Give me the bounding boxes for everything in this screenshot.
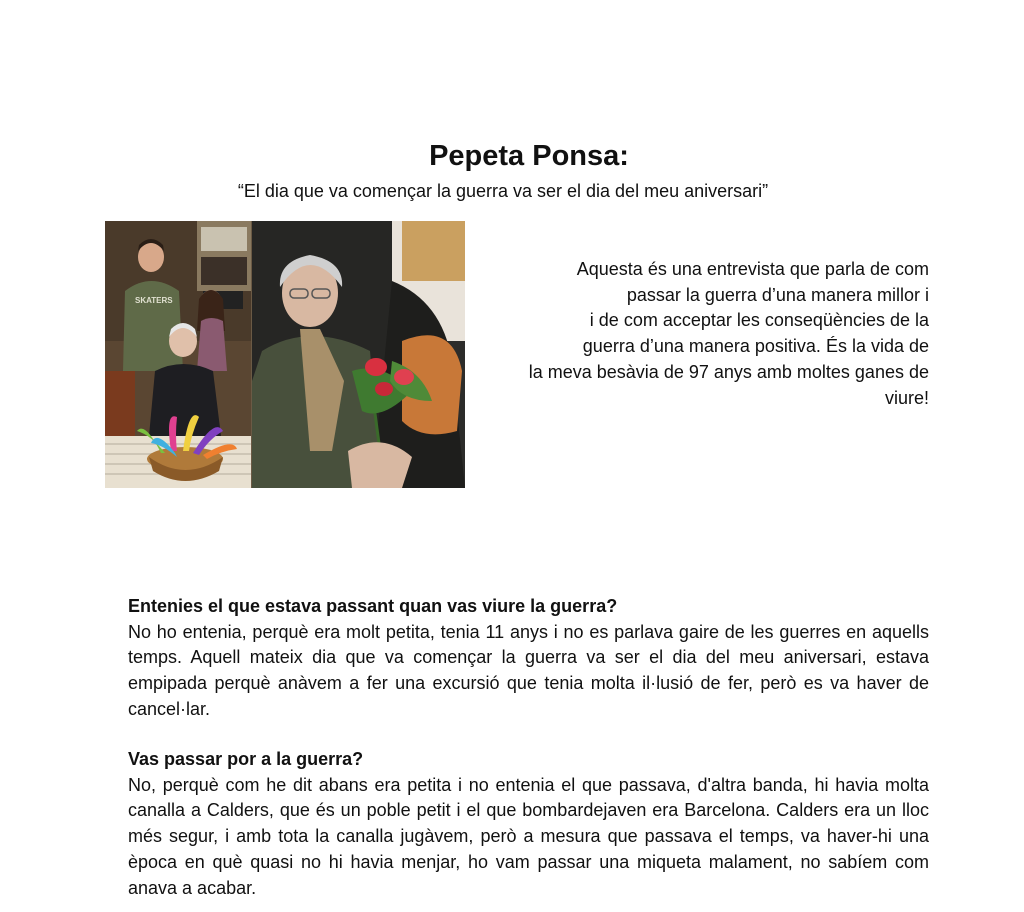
intro-line: Aquesta és una entrevista que parla de com [576, 259, 929, 279]
interview-qa-1 [128, 594, 929, 723]
intro-line: i de com acceptar les conseqüències de la [589, 310, 929, 331]
intro-line: la meva besàvia de 97 anys amb moltes ganes de [528, 361, 929, 382]
interview-qa-2 [128, 747, 929, 901]
intro-paragraph [485, 257, 929, 411]
intro-line: guerra d’una manera positiva. És la vida de [582, 336, 929, 357]
great-grandmother-portrait [252, 221, 465, 488]
interview-question: Vas passar por a la guerra? [128, 749, 364, 769]
intro-line: passar la guerra d’una manera millor i [626, 284, 929, 305]
family-photo-collage [105, 221, 465, 488]
family-photo-drawing [105, 221, 251, 488]
interview-answer: No, perquè com he dit abans era petita i no entenia el que passava, d'altra banda, hi havia molta canalla a Calders, que és un poble petit i el que bombardejaven era Barcelona. Calders era un lloc més segur, i amb tota la canalla jugàvem, però a mesura que passava el temps, va haver-hi una època en què quasi no hi havia menjar, ho vam passar una miqueta malament, no sabíem com anava a acabar. [128, 774, 929, 898]
shirt-print-text: SKATERS [135, 296, 173, 305]
great-grandmother-portrait-drawing [252, 221, 465, 488]
article-subtitle-quote: “El dia que va començar la guerra va ser el dia del meu aniversari” [237, 181, 769, 201]
intro-line: viure! [884, 387, 929, 408]
interview-question: Entenies el que estava passant quan vas viure la guerra? [128, 596, 618, 616]
family-photo [105, 221, 251, 488]
article-title: Pepeta Ponsa: [429, 140, 629, 172]
interview-answer: No ho entenia, perquè era molt petita, tenia 11 anys i no es parlava gaire de les guerres en aquells temps. Aquell mateix dia que va començar la guerra va ser el dia del meu aniversari, estava empipada perquè anàvem a fer una excursió que tenia molta il·lusió de fer, però es va haver de cancel·lar. [128, 621, 929, 719]
